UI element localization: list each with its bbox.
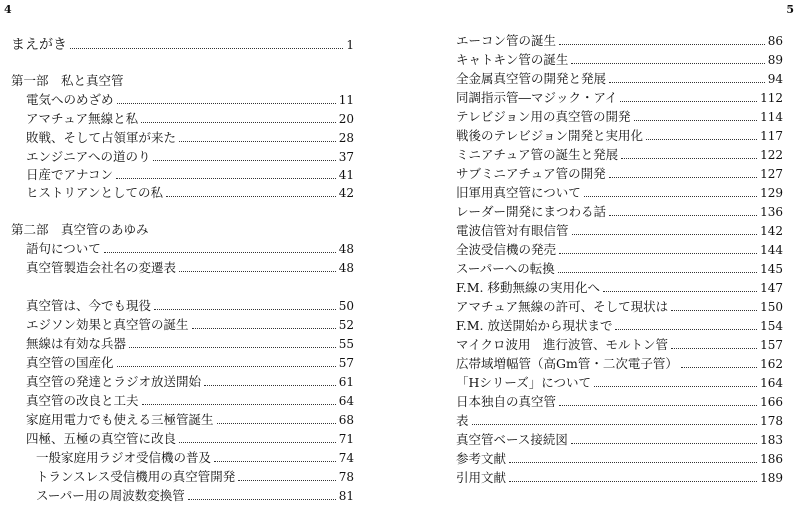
part2-heading: 第二部 真空管のあゆみ bbox=[11, 222, 149, 237]
toc-entry-title: F.M. 放送開始から現状まで bbox=[456, 318, 613, 333]
toc-entry bbox=[26, 354, 354, 371]
toc-entry-title: 旧軍用真空管について bbox=[456, 185, 581, 200]
toc-entry-title: 日本独自の真空管 bbox=[456, 394, 557, 409]
toc-entry bbox=[26, 184, 354, 201]
dot-leader bbox=[129, 347, 336, 348]
toc-entry bbox=[456, 431, 783, 448]
toc-entry bbox=[456, 279, 783, 296]
dot-leader bbox=[117, 103, 336, 104]
toc-entry-title: ミニアチュア管の誕生と発展 bbox=[456, 147, 619, 162]
toc-entry-page: 11 bbox=[338, 93, 354, 107]
toc-entry-page: 142 bbox=[760, 224, 783, 238]
dot-leader bbox=[179, 141, 336, 142]
toc-entry-page: 94 bbox=[767, 72, 783, 86]
toc-entry-title: 敗戦、そして占領軍が来た bbox=[26, 130, 177, 145]
toc-entry-title: スーパーへの転換 bbox=[456, 261, 555, 276]
page-number-left: 4 bbox=[4, 3, 12, 16]
toc-entry-page: 20 bbox=[338, 112, 354, 126]
toc-entry-page: 117 bbox=[760, 129, 783, 143]
dot-leader bbox=[671, 310, 757, 311]
dot-leader bbox=[179, 271, 336, 272]
toc-entry bbox=[456, 241, 783, 258]
toc-entry-title: マイクロ波用 進行波管、モルトン管 bbox=[456, 337, 669, 352]
toc-entry-title: 同調指示管―マジック・アイ bbox=[456, 90, 618, 105]
toc-entry bbox=[26, 129, 354, 146]
dot-leader bbox=[594, 386, 757, 387]
toc-entry bbox=[456, 393, 783, 410]
toc-entry-page: 150 bbox=[760, 300, 783, 314]
toc-entry bbox=[26, 297, 354, 314]
toc-entry-title: サブミニアチュア管の開発 bbox=[456, 166, 606, 181]
toc-entry-page: 147 bbox=[760, 281, 783, 295]
toc-entry bbox=[456, 51, 783, 68]
toc-entry-title: エーコン管の誕生 bbox=[456, 33, 557, 48]
toc-entry bbox=[26, 430, 354, 447]
dot-leader bbox=[559, 253, 757, 254]
toc-entry bbox=[456, 70, 783, 87]
dot-leader bbox=[681, 367, 757, 368]
dot-leader bbox=[204, 385, 336, 386]
toc-entry-page: 89 bbox=[767, 53, 783, 67]
toc-entry bbox=[26, 335, 354, 352]
toc-entry-page: 41 bbox=[338, 168, 354, 182]
toc-entry bbox=[26, 91, 354, 108]
dot-leader bbox=[509, 462, 757, 463]
toc-entry-page: 1 bbox=[346, 38, 354, 52]
toc-entry-title: ヒストリアンとしての私 bbox=[26, 185, 164, 200]
toc-entry bbox=[456, 260, 783, 277]
toc-entry-title: 四極、五極の真空管に改良 bbox=[26, 431, 177, 446]
toc-entry bbox=[456, 32, 783, 49]
toc-entry bbox=[26, 373, 354, 390]
toc-entry-page: 50 bbox=[338, 299, 354, 313]
toc-entry-title: アマチュア無線と私 bbox=[26, 111, 139, 126]
dot-leader bbox=[179, 442, 336, 443]
toc-entry-title: 真空管製造会社名の変遷表 bbox=[26, 260, 177, 275]
toc-entry-page: 48 bbox=[338, 242, 354, 256]
dot-leader bbox=[238, 480, 335, 481]
toc-entry-title: アマチュア無線の許可、そして現状は bbox=[456, 299, 669, 314]
toc-entry bbox=[26, 259, 354, 276]
dot-leader bbox=[192, 328, 336, 329]
dot-leader bbox=[615, 329, 757, 330]
toc-entry-title: 真空管は、今でも現役 bbox=[26, 298, 152, 313]
toc-entry bbox=[26, 166, 354, 183]
toc-entry-page: 129 bbox=[760, 186, 783, 200]
toc-entry-page: 57 bbox=[338, 356, 354, 370]
toc-entry bbox=[456, 89, 783, 106]
toc-entry-page: 55 bbox=[338, 337, 354, 351]
toc-entry-page: 144 bbox=[760, 243, 783, 257]
toc-entry-title: 電波信管対有眼信管 bbox=[456, 223, 569, 238]
toc-entry-page: 64 bbox=[338, 394, 354, 408]
toc-entry bbox=[36, 468, 354, 485]
toc-entry-title: 真空管ベース接続図 bbox=[456, 432, 568, 447]
dot-leader bbox=[154, 309, 336, 310]
dot-leader bbox=[671, 348, 757, 349]
toc-entry-title: 表 bbox=[456, 413, 469, 428]
dot-leader bbox=[634, 120, 758, 121]
toc-entry bbox=[456, 222, 783, 239]
dot-leader bbox=[609, 215, 757, 216]
toc-entry-title: まえがき bbox=[11, 37, 67, 53]
toc-entry-page: 157 bbox=[760, 338, 783, 352]
toc-entry bbox=[456, 412, 783, 429]
toc-entry-title: レーダー開発にまつわる話 bbox=[456, 204, 607, 219]
toc-entry-page: 136 bbox=[760, 205, 783, 219]
toc-entry-page: 186 bbox=[760, 452, 783, 466]
toc-entry-title: 語句について bbox=[26, 241, 101, 256]
toc-entry-title: 日産でアナコン bbox=[26, 167, 114, 182]
dot-leader bbox=[104, 252, 336, 253]
dot-leader bbox=[188, 499, 336, 500]
toc-entry bbox=[456, 108, 783, 125]
toc-entry-page: 178 bbox=[760, 414, 783, 428]
toc-entry-title: テレビジョン用の真空管の開発 bbox=[456, 109, 631, 124]
toc-entry-page: 52 bbox=[338, 318, 354, 332]
toc-entry-page: 74 bbox=[338, 451, 354, 465]
toc-entry-page: 114 bbox=[760, 110, 783, 124]
toc-entry-title: 全波受信機の発売 bbox=[456, 242, 557, 257]
dot-leader bbox=[117, 366, 336, 367]
toc-entry-title: 真空管の発達とラジオ放送開始 bbox=[26, 374, 202, 389]
toc-entry bbox=[456, 298, 783, 315]
dot-leader bbox=[620, 101, 757, 102]
toc-entry-page: 164 bbox=[760, 376, 783, 390]
toc-entry-page: 42 bbox=[338, 186, 354, 200]
toc-entry bbox=[26, 392, 354, 409]
dot-leader bbox=[646, 139, 757, 140]
dot-leader bbox=[603, 291, 757, 292]
toc-entry-title: エジソン効果と真空管の誕生 bbox=[26, 317, 189, 332]
toc-entry-page: 127 bbox=[760, 167, 783, 181]
toc-entry-page: 122 bbox=[760, 148, 783, 162]
toc-entry-title: 戦後のテレビジョン開発と実用化 bbox=[456, 128, 644, 143]
toc-entry-title: 無線は有効な兵器 bbox=[26, 336, 127, 351]
toc-entry-title: トランスレス受信機用の真空管開発 bbox=[36, 469, 236, 484]
toc-entry bbox=[456, 203, 783, 220]
toc-entry-page: 61 bbox=[338, 375, 354, 389]
dot-leader bbox=[153, 160, 335, 161]
dot-leader bbox=[584, 196, 757, 197]
toc-entry bbox=[456, 450, 783, 467]
toc-entry bbox=[456, 165, 783, 182]
dot-leader bbox=[558, 272, 757, 273]
toc-entry-preface bbox=[11, 36, 354, 53]
toc-entry-title: 広帯域増幅管（高Gm管・二次電子管） bbox=[456, 356, 678, 371]
toc-entry bbox=[456, 127, 783, 144]
dot-leader bbox=[609, 177, 757, 178]
toc-entry bbox=[456, 336, 783, 353]
toc-entry bbox=[36, 449, 354, 466]
toc-entry bbox=[456, 374, 783, 391]
dot-leader bbox=[472, 424, 758, 425]
toc-entry-page: 68 bbox=[338, 413, 354, 427]
toc-entry bbox=[456, 146, 783, 163]
toc-entry-page: 112 bbox=[760, 91, 783, 105]
dot-leader bbox=[116, 178, 336, 179]
toc-entry bbox=[26, 411, 354, 428]
dot-leader bbox=[214, 461, 336, 462]
toc-entry-page: 86 bbox=[767, 34, 783, 48]
toc-entry-page: 145 bbox=[760, 262, 783, 276]
toc-entry-title: F.M. 移動無線の実用化へ bbox=[456, 280, 600, 295]
toc-entry-page: 183 bbox=[760, 433, 783, 447]
toc-entry bbox=[456, 469, 783, 486]
toc-entry-title: キャトキン管の誕生 bbox=[456, 52, 569, 67]
dot-leader bbox=[571, 63, 764, 64]
toc-entry-title: 全金属真空管の開発と発展 bbox=[456, 71, 607, 86]
toc-entry-title: 「Hシリーズ」について bbox=[456, 375, 592, 390]
toc-entry-title: 参考文献 bbox=[456, 451, 507, 466]
toc-entry bbox=[26, 240, 354, 257]
toc-entry-page: 81 bbox=[338, 489, 354, 503]
toc-entry bbox=[26, 148, 354, 165]
toc-entry-page: 162 bbox=[760, 357, 783, 371]
toc-entry-title: 電気へのめざめ bbox=[26, 92, 114, 107]
toc-entry-page: 37 bbox=[338, 150, 354, 164]
dot-leader bbox=[166, 196, 336, 197]
toc-entry bbox=[456, 355, 783, 372]
toc-entry bbox=[456, 184, 783, 201]
part1-heading: 第一部 私と真空管 bbox=[11, 73, 124, 88]
dot-leader bbox=[559, 405, 757, 406]
dot-leader bbox=[571, 443, 757, 444]
toc-entry-title: 一般家庭用ラジオ受信機の普及 bbox=[36, 450, 212, 465]
toc-entry-page: 48 bbox=[338, 261, 354, 275]
toc-entry-title: 真空管の改良と工夫 bbox=[26, 393, 139, 408]
dot-leader bbox=[70, 48, 343, 49]
toc-entry-page: 189 bbox=[760, 471, 783, 485]
toc-entry-title: エンジニアへの道のり bbox=[26, 149, 151, 164]
toc-entry-title: 引用文献 bbox=[456, 470, 507, 485]
dot-leader bbox=[559, 44, 765, 45]
toc-entry bbox=[36, 487, 354, 504]
dot-leader bbox=[141, 122, 336, 123]
toc-entry-page: 71 bbox=[338, 432, 354, 446]
toc-entry-page: 154 bbox=[760, 319, 783, 333]
dot-leader bbox=[621, 158, 757, 159]
dot-leader bbox=[142, 404, 336, 405]
toc-entry-title: 家庭用電力でも使える三極管誕生 bbox=[26, 412, 214, 427]
dot-leader bbox=[572, 234, 758, 235]
toc-entry bbox=[26, 316, 354, 333]
toc-entry-page: 166 bbox=[760, 395, 783, 409]
dot-leader bbox=[217, 423, 336, 424]
toc-entry bbox=[456, 317, 783, 334]
page-number-right: 5 bbox=[786, 3, 794, 16]
toc-entry-page: 28 bbox=[338, 131, 354, 145]
toc-entry-page: 78 bbox=[338, 470, 354, 484]
toc-entry bbox=[26, 110, 354, 127]
toc-entry-title: 真空管の国産化 bbox=[26, 355, 114, 370]
toc-entry-title: スーパー用の周波数変換管 bbox=[36, 488, 185, 503]
dot-leader bbox=[609, 82, 765, 83]
dot-leader bbox=[509, 481, 757, 482]
